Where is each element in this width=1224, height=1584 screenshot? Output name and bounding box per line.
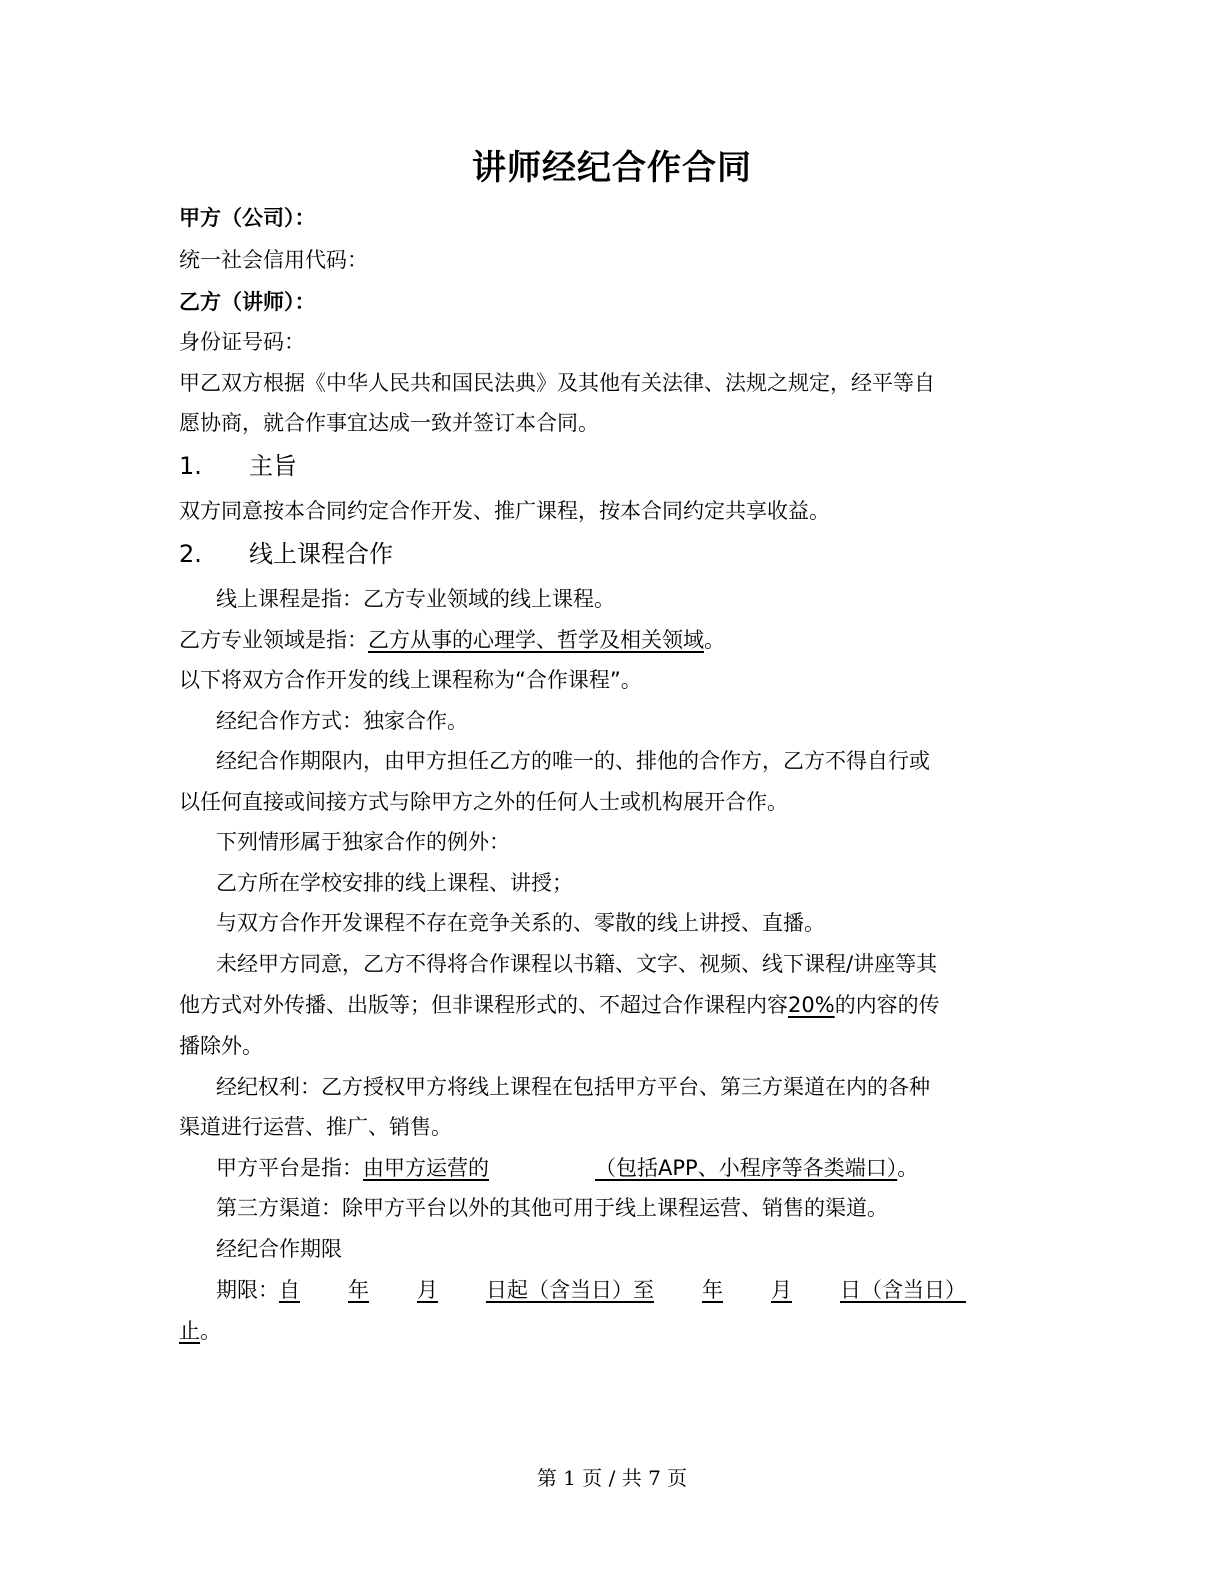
agency-rights-line-1: 经纪权利：乙方授权甲方将线上课程在包括甲方平台、第三方渠道在内的各种 (216, 1075, 930, 1099)
exception-item-2: 与双方合作开发课程不存在竞争关系的、零散的线上讲授、直播。 (216, 911, 825, 935)
agency-rights-line-2: 渠道进行运营、推广、销售。 (179, 1115, 452, 1139)
term-line (179, 1270, 1076, 1311)
field-suffix: 。 (704, 628, 725, 652)
term-label: 期限： (216, 1278, 279, 1302)
section-1-number: 1. (179, 452, 202, 480)
section-2-title: 线上课程合作 (249, 540, 393, 568)
section-2-heading (179, 534, 393, 574)
cooperation-mode: 经纪合作方式：独家合作。 (216, 709, 468, 733)
exception-item-1: 乙方所在学校安排的线上课程、讲授； (216, 871, 573, 895)
term-month-1: 月 (417, 1278, 438, 1302)
term-period (279, 1278, 966, 1302)
section-1-title: 主旨 (249, 452, 297, 480)
party-b-label: 乙方（讲师）： (179, 290, 316, 314)
preamble-line-1: 甲乙双方根据《中华人民共和国民法典》及其他有关法律、法规之规定，经平等自 (179, 371, 935, 395)
platform-value-a: 由甲方运营的 (363, 1156, 489, 1180)
restriction-text-a: 他方式对外传播、出版等；但非课程形式的、不超过合作课程内容 (179, 993, 788, 1017)
party-a-label: 甲方（公司）： (179, 206, 316, 230)
platform-definition (179, 1148, 1076, 1189)
professional-field-definition (179, 620, 1039, 661)
platform-prefix: 甲方平台是指： (216, 1156, 363, 1180)
restriction-line-1: 未经甲方同意，乙方不得将合作课程以书籍、文字、视频、线下课程/讲座等其 (216, 952, 938, 976)
restriction-percentage: 20% (788, 993, 835, 1017)
section-1-text: 双方同意按本合同约定合作开发、推广课程，按本合同约定共享收益。 (179, 499, 830, 523)
page-footer: 第 1 页 / 共 7 页 (536, 1466, 688, 1490)
term-end: 止 (179, 1319, 200, 1343)
restriction-line-2 (179, 985, 1039, 1026)
term-year-2: 年 (702, 1278, 723, 1302)
term-end-line (179, 1311, 1039, 1352)
online-course-definition: 线上课程是指：乙方专业领域的线上课程。 (216, 587, 615, 611)
restriction-text-c: 的内容的传 (834, 993, 940, 1017)
document-title: 讲师经纪合作合同 (472, 148, 752, 188)
term-heading: 经纪合作期限 (216, 1237, 342, 1261)
platform-suffix: 。 (897, 1156, 919, 1180)
exclusive-clause-line-1: 经纪合作期限内，由甲方担任乙方的唯一的、排他的合作方，乙方不得自行或 (216, 749, 930, 773)
platform-blank (489, 1148, 595, 1189)
platform-value-b: （包括APP、小程序等各类端口） (595, 1156, 898, 1180)
term-day-1: 日起（含当日）至 (486, 1278, 654, 1302)
field-prefix: 乙方专业领域是指： (179, 628, 368, 652)
field-value: 乙方从事的心理学、哲学及相关领域 (368, 628, 704, 652)
third-party-channel-definition: 第三方渠道：除甲方平台以外的其他可用于线上课程运营、销售的渠道。 (216, 1196, 888, 1220)
restriction-line-3: 播除外。 (179, 1034, 263, 1058)
exclusive-clause-line-2: 以任何直接或间接方式与除甲方之外的任何人士或机构展开合作。 (179, 790, 788, 814)
preamble-line-2: 愿协商，就合作事宜达成一致并签订本合同。 (179, 411, 599, 435)
term-end-punct: 。 (200, 1319, 221, 1343)
section-1-heading (179, 446, 297, 486)
platform-value (363, 1156, 897, 1180)
credit-code-label: 统一社会信用代码： (179, 248, 368, 272)
section-2-number: 2. (179, 540, 202, 568)
term-year-1: 年 (348, 1278, 369, 1302)
cooperative-course-naming: 以下将双方合作开发的线上课程称为“合作课程”。 (179, 668, 642, 692)
term-from: 自 (279, 1278, 300, 1302)
exceptions-heading: 下列情形属于独家合作的例外： (216, 830, 510, 854)
id-number-label: 身份证号码： (179, 330, 305, 354)
term-month-2: 月 (771, 1278, 792, 1302)
term-day-2: 日（含当日） (840, 1278, 966, 1302)
